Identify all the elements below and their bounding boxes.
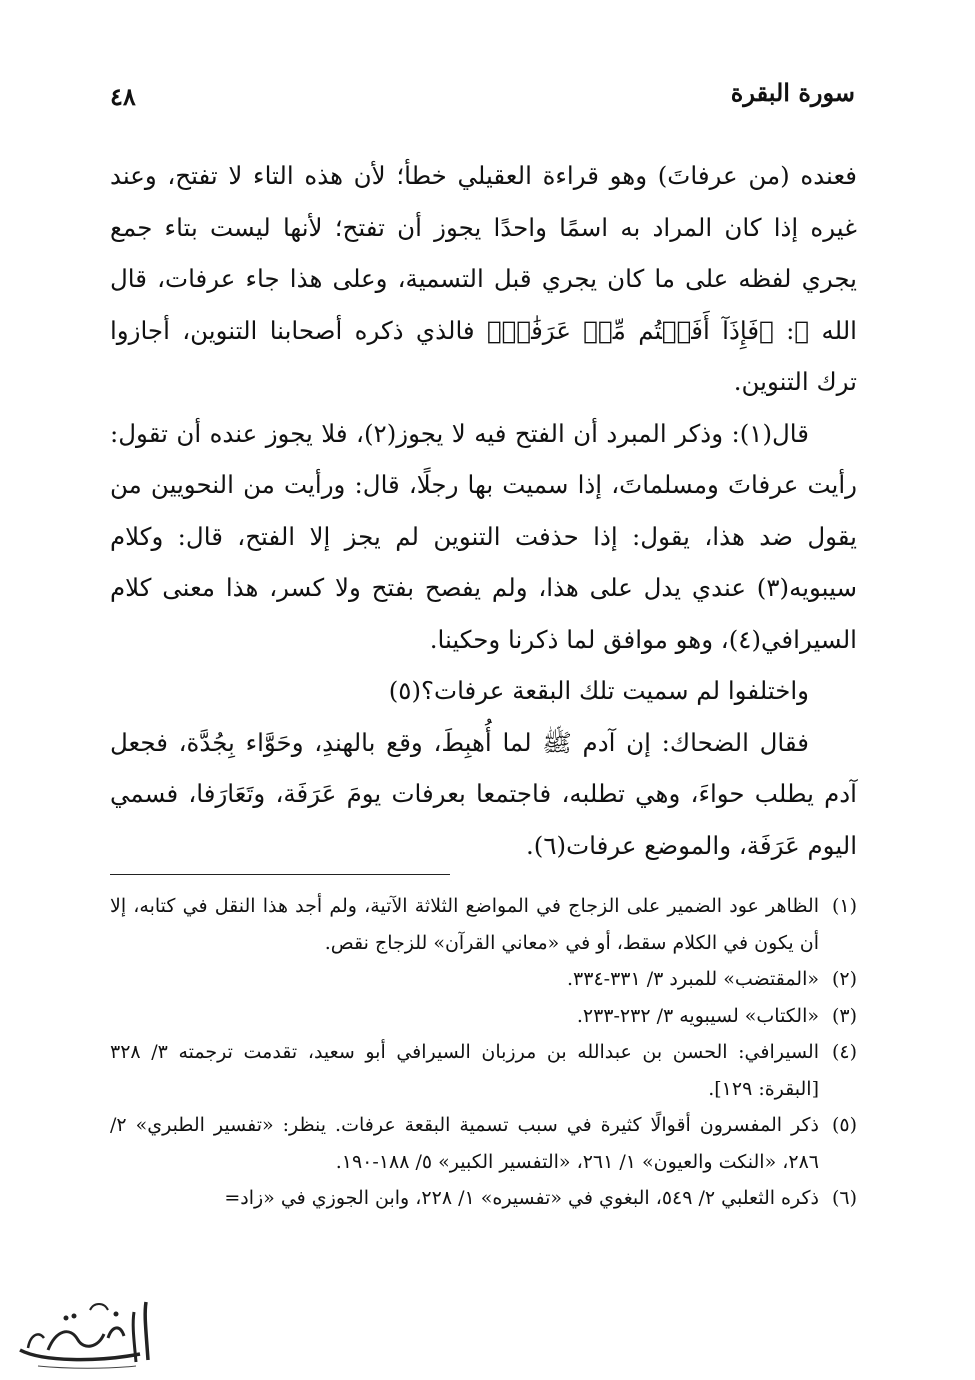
footnote-text: ذكر المفسرون أقوالًا كثيرة في سبب تسمية البقعة عرفات. ينظر: «تفسير الطبري» ٢/ ٢٨٦، «النكت والعيون» ١/ ٢٦١، «التفسير الكبير» ٥/ ١٨٨-١٩٠. (110, 1114, 819, 1173)
footnote-number: (٦) (831, 1187, 857, 1209)
footnote-number: (١) (831, 895, 857, 917)
paragraph: قال(١): وذكر المبرد أن الفتح فيه لا يجوز(٢)، فلا يجوز عنده أن تقول: رأيت عرفاتَ ومسلماتَ، إذا سميت بها رجلًا، قال: ورأيت من النحويين من يقول ضد هذا، يقول: إذا حذفت التنوين لم يجز إلا الفتح، قال: وكلام سيبويه(٣) عندي يدل على هذا، ولم يفصح بفتح ولا كسر، هذا معنى كلام السيرافي(٤)، وهو موافق لما ذكرنا وحكينا. (110, 418, 857, 654)
page-header (110, 78, 855, 118)
paragraph: فقال الضحاك: إن آدم ﷺ لما أُهبِطَ، وقع بالهندِ، وحَوَّاء بِجُدَّة، فجعل آدم يطلب حواءَ، وهي تطلبه، فاجتمعا بعرفات يومَ عَرَفَة، وتَعَارَفا، فسمي اليوم عَرَفَة، والموضع عرفات(٦). (110, 727, 857, 860)
paragraph: واختلفوا لم سميت تلك البقعة عرفات؟(٥) (388, 676, 809, 705)
footnote-separator (110, 874, 450, 875)
footnote (110, 998, 857, 1035)
footnote-text: السيرافي: الحسن بن عبدالله بن مرزبان السيرافي أبو سعيد، تقدمت ترجمته ٣/ ٣٢٨ [البقرة: ١٢٩]. (110, 1041, 819, 1100)
footnote-number: (٣) (831, 1004, 857, 1027)
footnote-number: (٤) (831, 1041, 857, 1063)
footnote (110, 1180, 857, 1217)
footnote-text: «المقتضب» للمبرد ٣/ ٣٣١-٣٣٤. (567, 968, 819, 990)
footnote-number: (٥) (831, 1114, 857, 1136)
footnote (110, 961, 857, 998)
footnote (110, 1107, 857, 1180)
footnote (110, 1034, 857, 1107)
footnote-text: «الكتاب» لسيبويه ٣/ ٢٣٢-٢٣٣. (576, 1004, 819, 1027)
main-text (110, 150, 857, 871)
calligraphy-logo-icon (8, 1290, 158, 1370)
footnote (110, 888, 857, 961)
page-number: ٤٨ (110, 82, 136, 111)
paragraph: فعنده (من عرفاتَ) وهو قراءة العقيلي خطأ؛ لأن هذه التاء لا تفتح، وعند غيره إذا كان المراد به اسمًا واحدًا يجوز أن تفتح؛ لأنها ليست بتاء جمع يجري لفظه على ما كان يجري قبل التسمية، وعلى هذا جاء عرفات، قال الله ﷻ: ﴿فَإِذَآ أَفَضۡتُم مِّنۡ عَرَفَٰتٖ﴾ فالذي ذكره أصحابنا التنوين، أجازوا ترك التنوين. (110, 161, 857, 396)
footnote-number: (٢) (831, 968, 857, 990)
footnote-text: الظاهر عود الضمير على الزجاج في المواضع الثلاثة الآتية، ولم أجد هذا النقل في كتابه، إلا أن يكون في الكلام سقط، أو في «معاني القرآن» للزجاج نقص. (110, 895, 819, 954)
watermark-logo (8, 1290, 158, 1370)
footnotes (110, 888, 857, 1217)
surah-title: سورة البقرة (730, 78, 855, 107)
footnote-text: ذكره الثعلبي ٢/ ٥٤٩، البغوي في «تفسيره» ١/ ٢٢٨، وابن الجوزي في «زاد= (224, 1187, 819, 1209)
